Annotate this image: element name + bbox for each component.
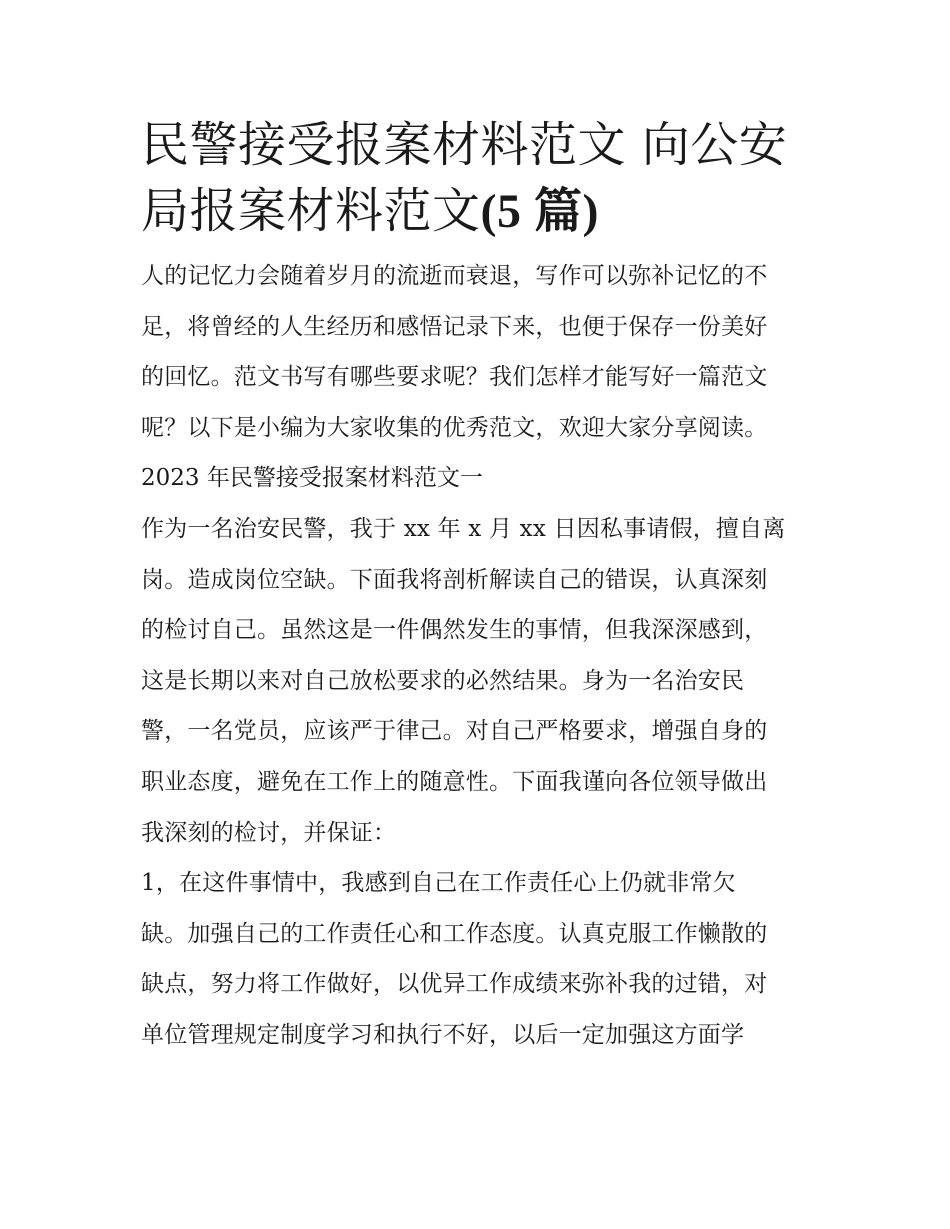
text-line: 呢？以下是小编为大家收集的优秀范文，欢迎大家分享阅读。 [141, 414, 768, 441]
text-line: 足，将曾经的人生经历和感悟记录下来，也便于保存一份美好 [141, 313, 768, 340]
document-title [141, 112, 813, 245]
text-line: 单位管理规定制度学习和执行不好，以后一定加强这方面学 [141, 1021, 745, 1048]
title-line-2-prefix: 局报案材料范文 [141, 183, 481, 239]
document-body [141, 251, 813, 1061]
text-line: 岗。造成岗位空缺。下面我将剖析解读自己的错误，认真深刻 [141, 566, 768, 593]
text-line: 作为一名治安民警，我于 xx 年 x 月 xx 日因私事请假，擅自离 [141, 515, 786, 542]
body-paragraph-2 [141, 858, 813, 1060]
title-line-1: 民警接受报案材料范文 向公安 [141, 117, 788, 173]
text-line: 缺点，努力将工作做好，以优异工作成绩来弥补我的过错，对 [141, 971, 768, 998]
section-heading [141, 453, 813, 504]
text-line: 这是长期以来对自己放松要求的必然结果。身为一名治安民 [141, 667, 745, 694]
intro-paragraph [141, 251, 813, 453]
text-line: 警，一名党员，应该严于律己。对自己严格要求，增强自身的 [141, 718, 768, 745]
document-page [141, 112, 813, 1061]
title-line-2-suffix: (5 篇) [480, 185, 599, 238]
body-paragraph-1 [141, 504, 813, 858]
text-line: 2023 年民警接受报案材料范文一 [141, 465, 483, 492]
text-line: 的回忆。范文书写有哪些要求呢？我们怎样才能写好一篇范文 [141, 364, 768, 391]
text-line: 1，在这件事情中，我感到自己在工作责任心上仍就非常欠 [141, 870, 736, 897]
text-line: 我深刻的检讨，并保证： [141, 819, 397, 846]
text-line: 缺。加强自己的工作责任心和工作态度。认真克服工作懒散的 [141, 920, 768, 947]
text-line: 职业态度，避免在工作上的随意性。下面我谨向各位领导做出 [141, 768, 768, 795]
text-line: 人的记忆力会随着岁月的流逝而衰退，写作可以弥补记忆的不 [141, 263, 768, 289]
text-line: 的检讨自己。虽然这是一件偶然发生的事情，但我深深感到， [141, 617, 768, 644]
